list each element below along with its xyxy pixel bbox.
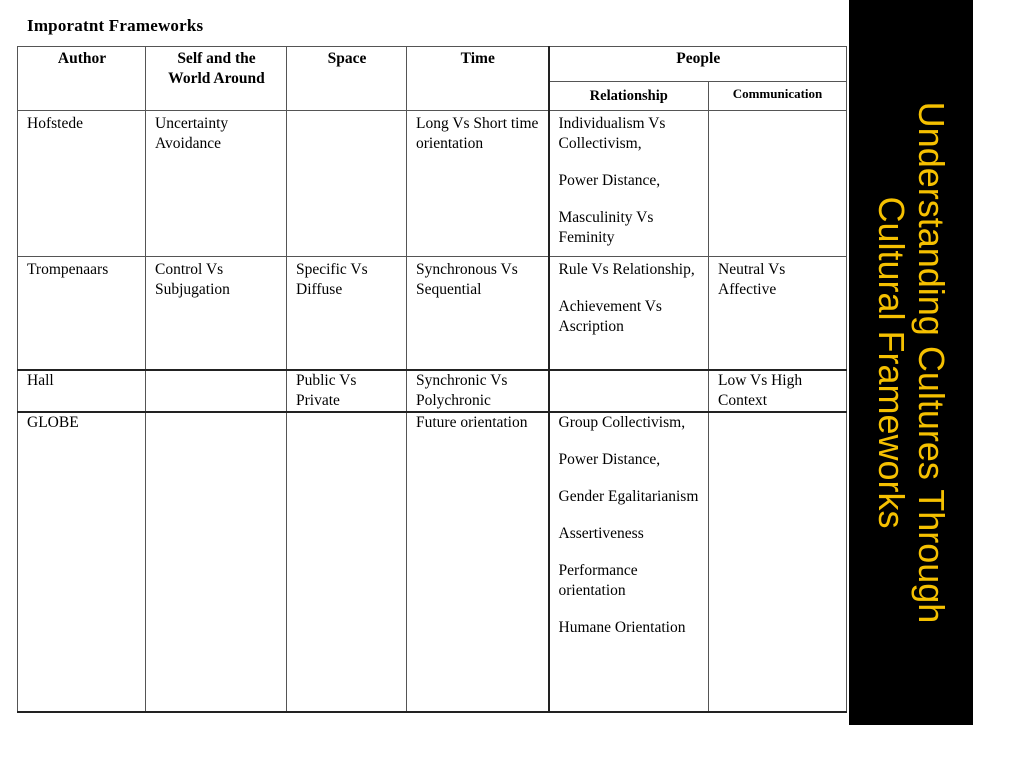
author-cell: Trompenaars bbox=[18, 257, 146, 371]
table-row bbox=[18, 257, 847, 371]
communication-cell bbox=[709, 412, 847, 712]
space-item: Specific Vs Diffuse bbox=[296, 261, 368, 298]
time-item: Synchronous Vs Sequential bbox=[416, 261, 518, 298]
relationship-item: Power Distance, bbox=[558, 451, 661, 468]
time-item: Future orientation bbox=[416, 414, 528, 431]
author-cell: Hofstede bbox=[18, 111, 146, 257]
self-world-cell bbox=[146, 111, 287, 257]
relationship-item: Individualism Vs Collectivism, bbox=[558, 115, 666, 152]
self-world-item: Control Vs Subjugation bbox=[155, 261, 230, 298]
table-body bbox=[18, 111, 847, 713]
author-cell: GLOBE bbox=[18, 412, 146, 712]
self-world-cell bbox=[146, 412, 287, 712]
table-row bbox=[18, 111, 847, 257]
self-world-cell bbox=[146, 370, 287, 412]
space-cell bbox=[287, 370, 407, 412]
frameworks-table-container bbox=[17, 46, 846, 713]
time-item: Long Vs Short time orientation bbox=[416, 115, 539, 152]
communication-cell bbox=[709, 370, 847, 412]
space-cell bbox=[287, 111, 407, 257]
time-item: Synchronic Vs Polychronic bbox=[416, 372, 508, 409]
relationship-item: Achievement Vs Ascription bbox=[558, 298, 662, 335]
relationship-item: Rule Vs Relationship, bbox=[558, 261, 695, 278]
relationship-item: Group Collectivism, bbox=[558, 414, 686, 431]
self-world-item: Uncertainty Avoidance bbox=[155, 115, 229, 152]
header-relationship: Relationship bbox=[549, 82, 709, 111]
relationship-item: Masculinity Vs Feminity bbox=[558, 209, 654, 246]
time-cell bbox=[407, 370, 549, 412]
relationship-cell bbox=[549, 370, 709, 412]
side-title-line-1: Understanding Cultures Through bbox=[911, 101, 952, 624]
relationship-cell bbox=[549, 412, 709, 712]
header-communication: Communication bbox=[709, 82, 847, 111]
side-title-line-2: Cultural Frameworks bbox=[871, 196, 912, 529]
author-cell: Hall bbox=[18, 370, 146, 412]
relationship-item: Humane Orientation bbox=[558, 619, 686, 636]
communication-cell bbox=[709, 257, 847, 371]
side-title bbox=[849, 0, 973, 725]
relationship-item: Gender Egalitarianism bbox=[558, 488, 699, 505]
self-world-cell bbox=[146, 257, 287, 371]
table-row bbox=[18, 412, 847, 712]
relationship-cell bbox=[549, 257, 709, 371]
table-row bbox=[18, 370, 847, 412]
header-self-world: Self and the World Around bbox=[146, 47, 287, 111]
document-title: Imporatnt Frameworks bbox=[27, 16, 204, 35]
relationship-item: Assertiveness bbox=[558, 525, 644, 542]
space-item: Public Vs Private bbox=[296, 372, 357, 409]
time-cell bbox=[407, 111, 549, 257]
frameworks-table bbox=[17, 46, 847, 713]
header-author: Author bbox=[18, 47, 146, 111]
relationship-item: Performance orientation bbox=[558, 562, 638, 599]
communication-cell bbox=[709, 111, 847, 257]
header-row bbox=[18, 47, 847, 82]
time-cell bbox=[407, 257, 549, 371]
relationship-cell bbox=[549, 111, 709, 257]
communication-item: Neutral Vs Affective bbox=[718, 261, 786, 298]
header-people: People bbox=[549, 47, 847, 82]
communication-item: Low Vs High Context bbox=[718, 372, 803, 409]
relationship-item: Power Distance, bbox=[558, 172, 661, 189]
space-cell bbox=[287, 412, 407, 712]
space-cell bbox=[287, 257, 407, 371]
time-cell bbox=[407, 412, 549, 712]
header-space: Space bbox=[287, 47, 407, 111]
side-title-panel bbox=[849, 0, 973, 725]
header-time: Time bbox=[407, 47, 549, 111]
